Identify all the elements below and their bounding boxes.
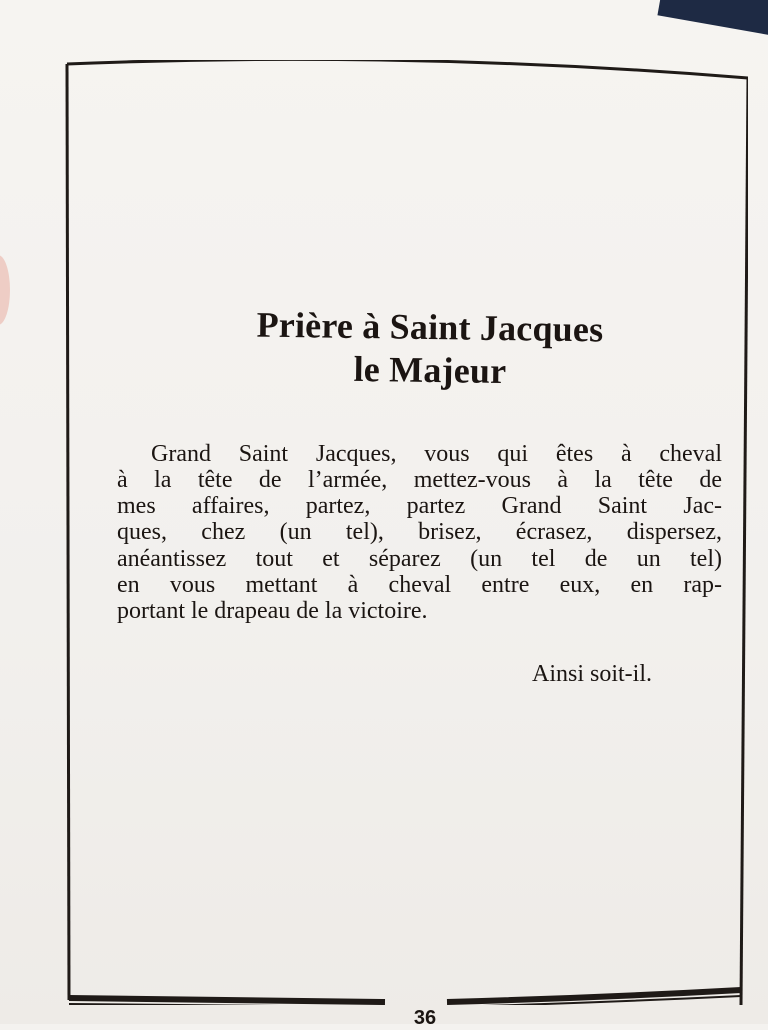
- prayer-text-line: anéantissez tout et séparez (un tel de un tel): [117, 546, 722, 572]
- prayer-text-line: mes affaires, partez, partez Grand Saint Jac-: [117, 493, 722, 519]
- page-title-line-2: le Majeur: [353, 348, 507, 392]
- page-title: Prière à Saint Jacques: [256, 304, 604, 350]
- prayer-text-line: Grand Saint Jacques, vous qui êtes à cheval: [151, 441, 722, 467]
- closing-line: Ainsi soit-il.: [532, 661, 653, 687]
- page-number: 36: [413, 1007, 437, 1029]
- prayer-text-line: ques, chez (un tel), brisez, écrasez, dispersez,: [117, 519, 722, 545]
- prayer-text-line: portant le drapeau de la victoire.: [117, 598, 428, 624]
- prayer-text-line: en vous mettant à cheval entre eux, en rap-: [117, 572, 722, 598]
- prayer-text-line: à la tête de l’armée, mettez-vous à la tête de: [117, 467, 722, 493]
